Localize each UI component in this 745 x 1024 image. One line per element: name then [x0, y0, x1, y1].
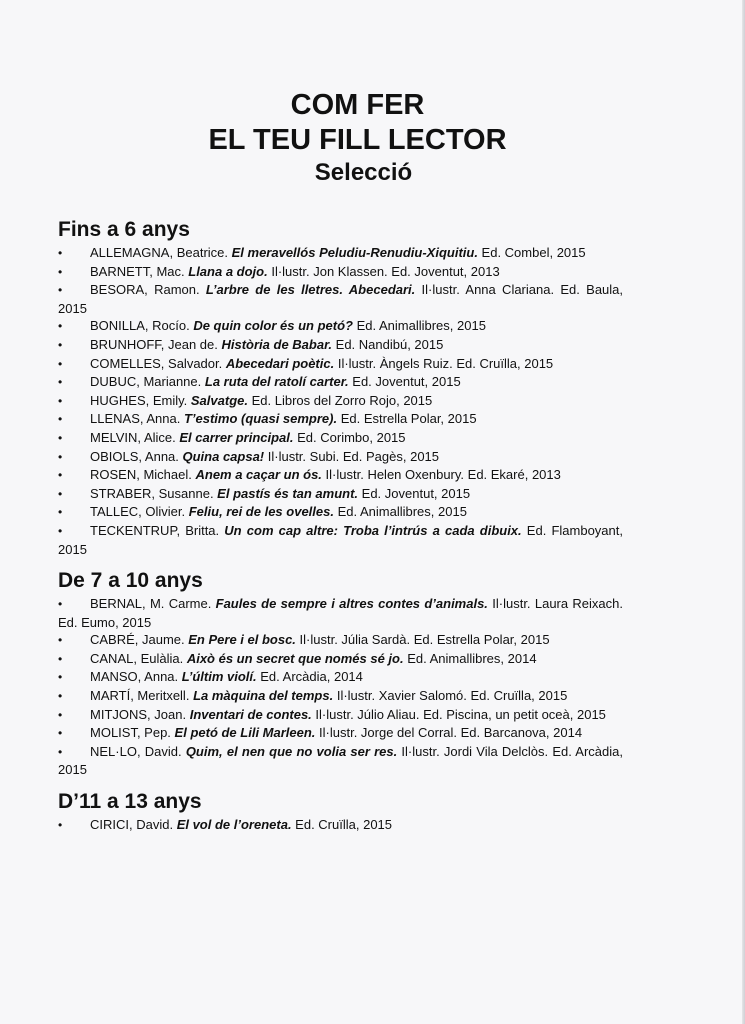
bullet-icon [58, 410, 90, 429]
title-block [0, 88, 745, 188]
list-item: •CANAL, Eulàlia. Això és un secret que només sé jo. Ed. Animallibres, 2014 [58, 650, 623, 669]
bullet-icon [58, 650, 90, 669]
book-list [58, 216, 623, 835]
bullet-icon [58, 743, 90, 762]
section-list-0 [58, 244, 623, 558]
subtitle: Selecció [314, 159, 413, 186]
section-heading-2: D’11 a 13 anys [58, 790, 202, 814]
section-list-1 [58, 595, 623, 779]
bullet-icon [58, 263, 90, 282]
list-item: •BONILLA, Rocío. De quin color és un petó? Ed. Animallibres, 2015 [58, 317, 623, 336]
list-item: •ALLEMAGNA, Beatrice. El meravellós Peludiu-Renudiu-Xiquitiu. Ed. Combel, 2015 [58, 244, 623, 263]
bullet-icon [58, 317, 90, 336]
bullet-icon [58, 244, 90, 263]
bullet-icon [58, 687, 90, 706]
list-item: •NEL·LO, David. Quim, el nen que no volia ser res. Il·lustr. Jordi Vila Delclòs. Ed. Arcàdia, 2015 [58, 743, 623, 779]
bullet-icon [58, 448, 90, 467]
bullet-icon [58, 816, 90, 835]
bullet-icon [58, 503, 90, 522]
list-item: •MITJONS, Joan. Inventari de contes. Il·lustr. Júlio Aliau. Ed. Piscina, un petit oceà, 2015 [58, 706, 623, 725]
section-gap [58, 558, 623, 567]
bullet-icon [58, 281, 90, 300]
list-item: •BESORA, Ramon. L’arbre de les lletres. Abecedari. Il·lustr. Anna Clariana. Ed. Baula, 2015 [58, 281, 623, 317]
list-item: •HUGHES, Emily. Salvatge. Ed. Libros del Zorro Rojo, 2015 [58, 392, 623, 411]
list-item: •LLENAS, Anna. T’estimo (quasi sempre). Ed. Estrella Polar, 2015 [58, 410, 623, 429]
bullet-icon [58, 466, 90, 485]
list-item: •MOLIST, Pep. El petó de Lili Marleen. Il·lustr. Jorge del Corral. Ed. Barcanova, 2014 [58, 724, 623, 743]
title-line-1: COM FER [290, 89, 425, 121]
bullet-icon [58, 373, 90, 392]
list-item: •MARTÍ, Meritxell. La màquina del temps. Il·lustr. Xavier Salomó. Ed. Cruïlla, 2015 [58, 687, 623, 706]
list-item: •MELVIN, Alice. El carrer principal. Ed. Corimbo, 2015 [58, 429, 623, 448]
list-item: •CIRICI, David. El vol de l’oreneta. Ed. Cruïlla, 2015 [58, 816, 623, 835]
list-item: •COMELLES, Salvador. Abecedari poètic. Il·lustr. Àngels Ruiz. Ed. Cruïlla, 2015 [58, 355, 623, 374]
list-item: •DUBUC, Marianne. La ruta del ratolí carter. Ed. Joventut, 2015 [58, 373, 623, 392]
bullet-icon [58, 392, 90, 411]
title-line-2: EL TEU FILL LECTOR [208, 124, 507, 156]
list-item: •TALLEC, Olivier. Feliu, rei de les ovelles. Ed. Animallibres, 2015 [58, 503, 623, 522]
section-gap [58, 779, 623, 788]
bullet-icon [58, 429, 90, 448]
list-item: •BRUNHOFF, Jean de. Història de Babar. Ed. Nandibú, 2015 [58, 336, 623, 355]
bullet-icon [58, 336, 90, 355]
bullet-icon [58, 595, 90, 614]
section-list-2 [58, 816, 623, 835]
list-item: •ROSEN, Michael. Anem a caçar un ós. Il·lustr. Helen Oxenbury. Ed. Ekaré, 2013 [58, 466, 623, 485]
list-item: •TECKENTRUP, Britta. Un com cap altre: Troba l’intrús a cada dibuix. Ed. Flamboyant, 2015 [58, 522, 623, 558]
section-heading-1: De 7 a 10 anys [58, 569, 203, 593]
section-heading-0: Fins a 6 anys [58, 218, 190, 241]
bullet-icon [58, 485, 90, 504]
list-item: •BARNETT, Mac. Llana a dojo. Il·lustr. Jon Klassen. Ed. Joventut, 2013 [58, 263, 623, 282]
list-item: •CABRÉ, Jaume. En Pere i el bosc. Il·lustr. Júlia Sardà. Ed. Estrella Polar, 2015 [58, 631, 623, 650]
bullet-icon [58, 631, 90, 650]
list-item: •STRABER, Susanne. El pastís és tan amunt. Ed. Joventut, 2015 [58, 485, 623, 504]
list-item: •OBIOLS, Anna. Quina capsa! Il·lustr. Subi. Ed. Pagès, 2015 [58, 448, 623, 467]
bullet-icon [58, 522, 90, 541]
bullet-icon [58, 706, 90, 725]
list-item: •BERNAL, M. Carme. Faules de sempre i altres contes d’animals. Il·lustr. Laura Reixach. Ed. Eumo, 2015 [58, 595, 623, 631]
bullet-icon [58, 355, 90, 374]
list-item: •MANSO, Anna. L’últim violí. Ed. Arcàdia, 2014 [58, 668, 623, 687]
bullet-icon [58, 724, 90, 743]
bullet-icon [58, 668, 90, 687]
